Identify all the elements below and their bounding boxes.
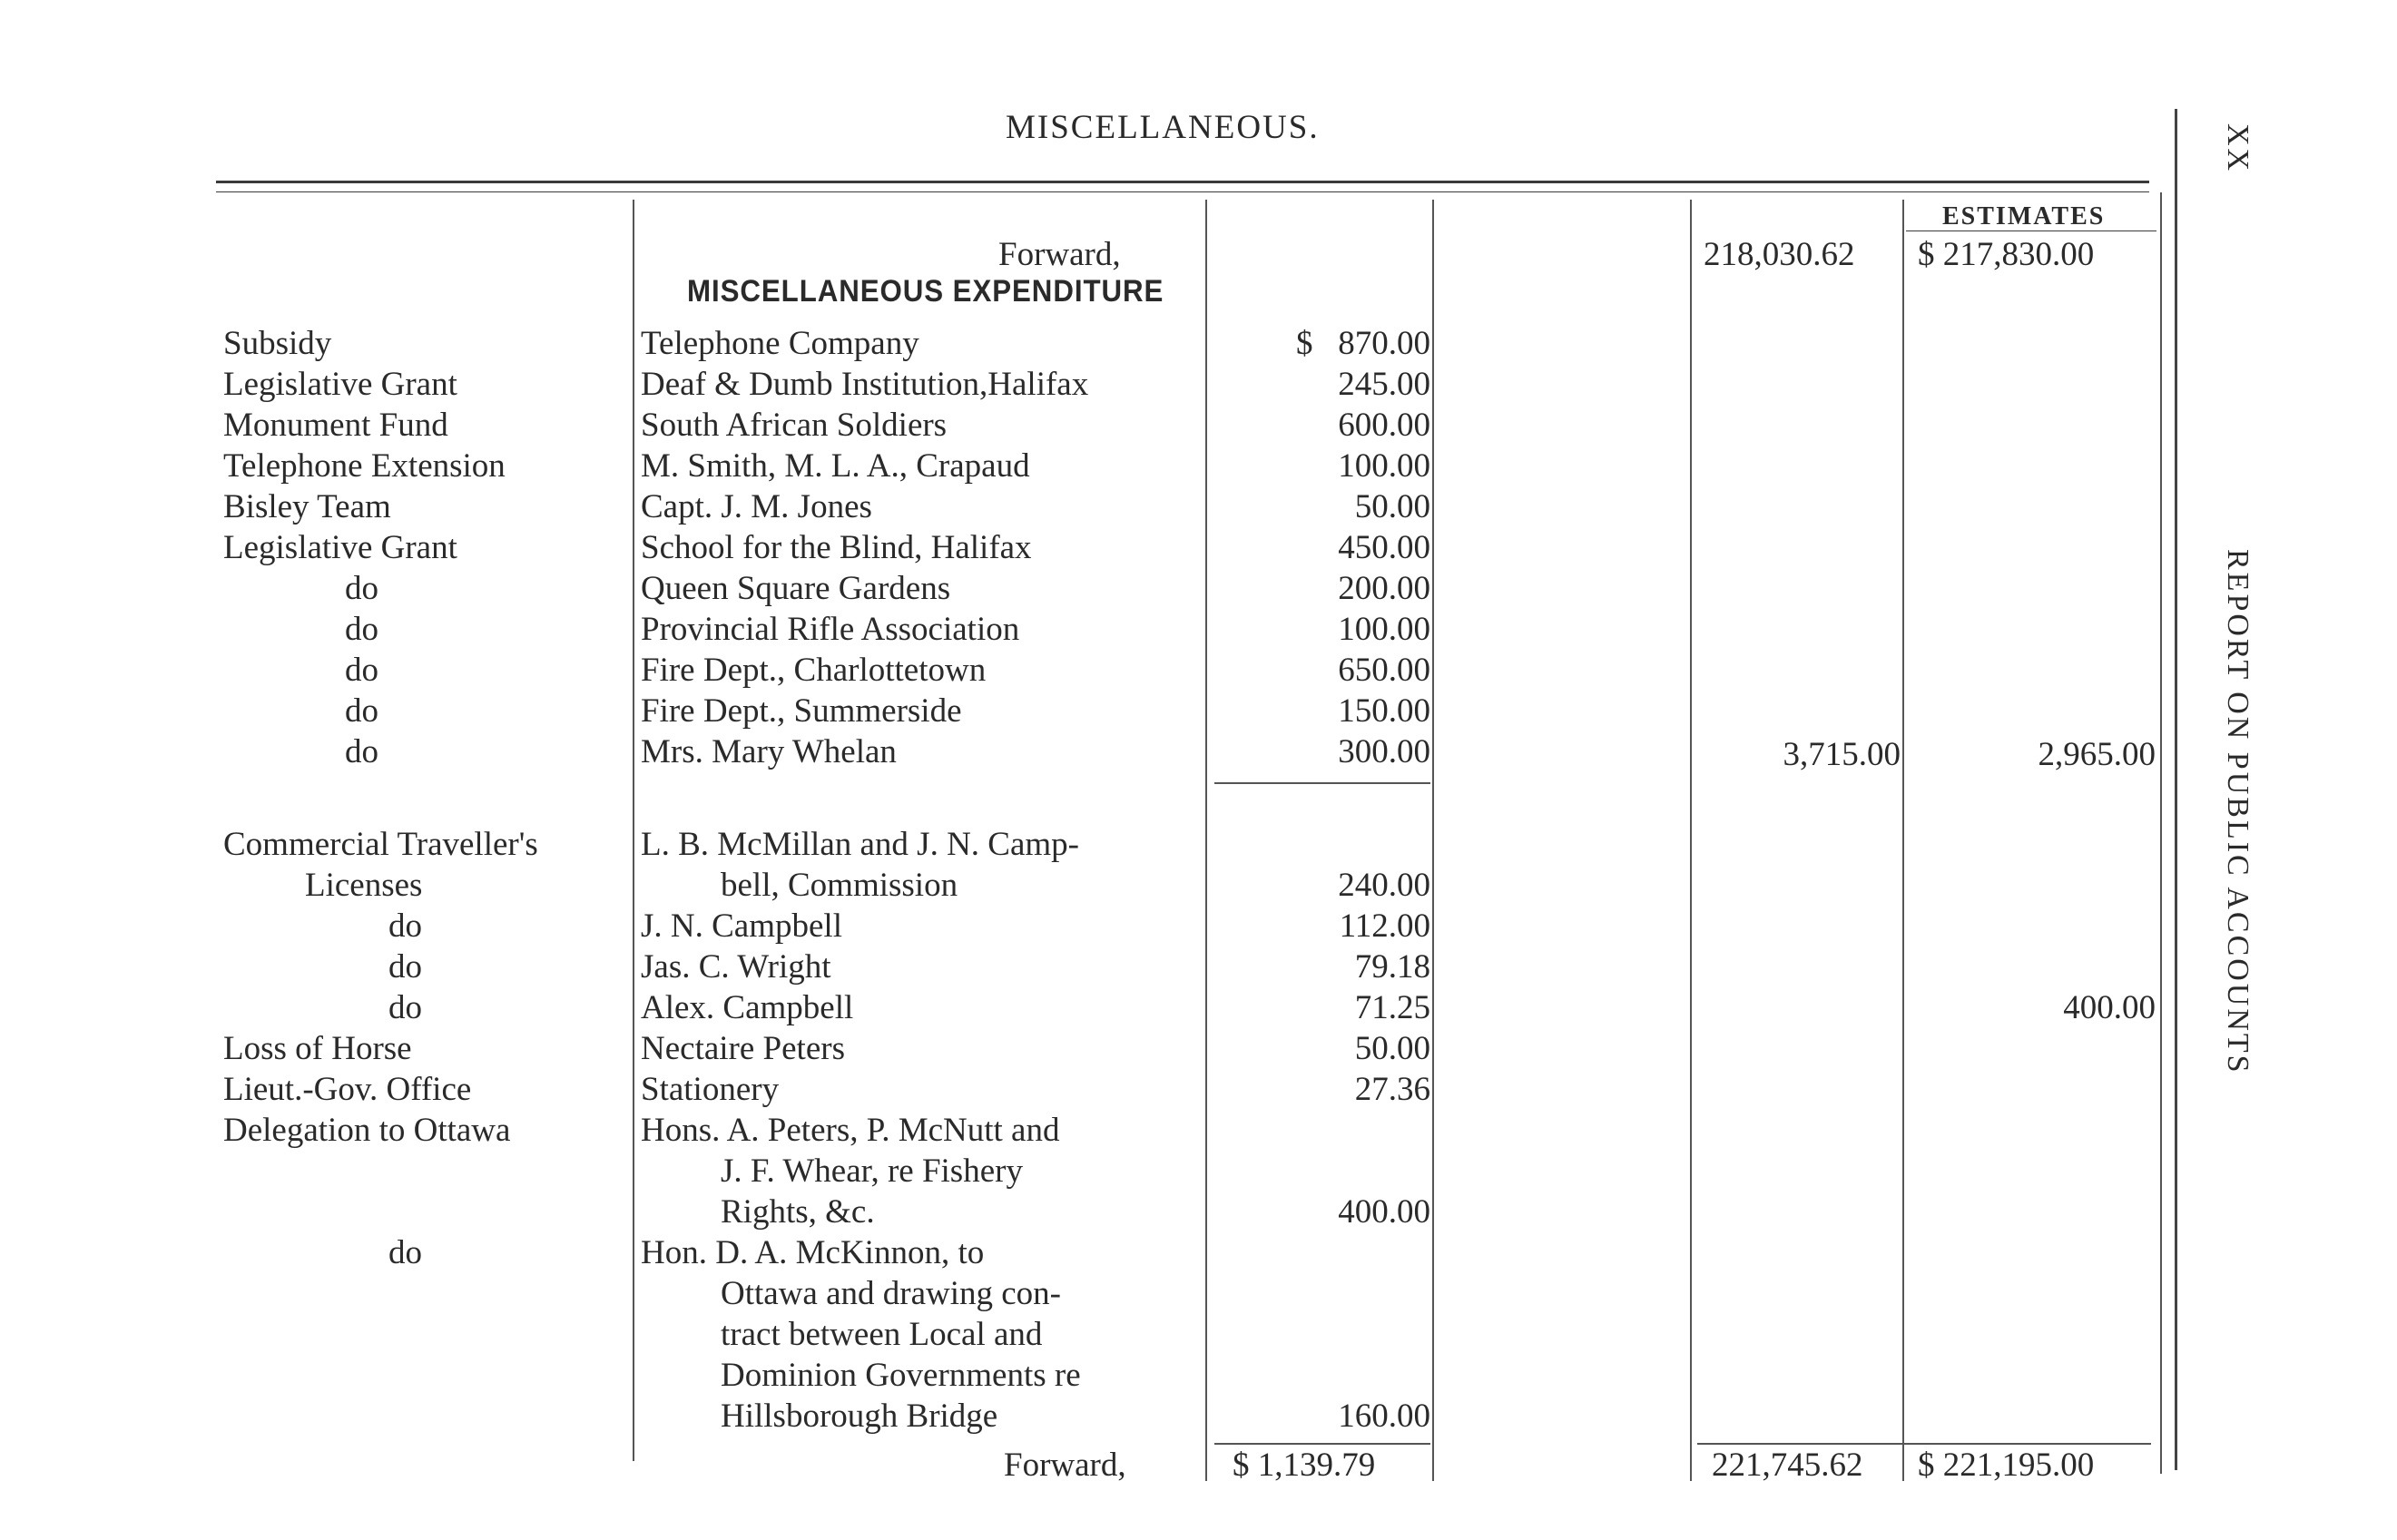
row-payee: Jas. C. Wright [641, 948, 831, 986]
section-heading: MISCELLANEOUS EXPENDITURE [687, 274, 1164, 309]
column-rule-estimate-right [2160, 192, 2162, 1474]
row-payee: Capt. J. M. Jones [641, 488, 872, 525]
row-payee: Deaf & Dumb Institution,Halifax [641, 366, 1089, 403]
forward-estimate-top: $ 217,830.00 [1918, 236, 2095, 273]
row-amount: 450.00 [1338, 529, 1430, 566]
row-payee: M. Smith, M. L. A., Crapaud [641, 447, 1030, 485]
forward-label-top: Forward, [998, 236, 1121, 273]
row-category: do [345, 692, 378, 730]
row-payee: Fire Dept., Charlottetown [641, 652, 987, 689]
row-amount: 27.36 [1354, 1071, 1430, 1108]
forward-amount-bottom: $ 1,139.79 [1233, 1447, 1376, 1484]
forward-estimate-bottom: $ 221,195.00 [1918, 1447, 2095, 1484]
row-amount: 240.00 [1338, 867, 1430, 904]
row-category: do [388, 907, 422, 945]
row-payee: Provincial Rifle Association [641, 611, 1020, 648]
row-payee: Telephone Company [641, 325, 919, 362]
column-rule-amount-left [1205, 200, 1207, 1481]
row-amount: 160.00 [1338, 1398, 1430, 1435]
group1-rule [1214, 782, 1430, 784]
row-payee: Queen Square Gardens [641, 570, 951, 607]
row-amount: 50.00 [1354, 488, 1430, 525]
row-category: Monument Fund [223, 407, 448, 444]
row-payee: South African Soldiers [641, 407, 948, 444]
row-payee: Alex. Campbell [641, 989, 854, 1026]
row-category: Legislative Grant [223, 529, 457, 566]
page-title: MISCELLANEOUS. [1006, 109, 1320, 146]
row-payee: Hon. D. A. McKinnon, to [641, 1234, 985, 1271]
row-payee: Dominion Governments re [721, 1357, 1081, 1394]
header-rule-thin [216, 191, 2149, 192]
header-rule-thick [216, 181, 2149, 183]
row-amount: 100.00 [1338, 611, 1430, 648]
row-category: Lieut.-Gov. Office [223, 1071, 472, 1108]
estimates-heading: ESTIMATES [1942, 202, 2106, 231]
page-number: XX [2221, 123, 2255, 174]
row-payee: tract between Local and [721, 1316, 1043, 1353]
row-payee: bell, Commission [721, 867, 958, 904]
row-category: Delegation to Ottawa [223, 1112, 511, 1149]
group1-estimate-total: 2,965.00 [2038, 736, 2156, 773]
row-category: do [345, 733, 378, 770]
row-amount: 100.00 [1338, 447, 1430, 485]
row-payee: Hillsborough Bridge [721, 1398, 998, 1435]
row-payee: J. F. Whear, re Fishery [721, 1153, 1023, 1190]
row-amount: 79.18 [1354, 948, 1430, 986]
row-category: do [345, 652, 378, 689]
row-category: Telephone Extension [223, 447, 506, 485]
row-payee: Mrs. Mary Whelan [641, 733, 897, 770]
row-payee: L. B. McMillan and J. N. Camp- [641, 826, 1080, 863]
row-amount: 650.00 [1338, 652, 1430, 689]
bottom-rule-totals [1697, 1443, 2151, 1445]
row-payee: School for the Blind, Halifax [641, 529, 1032, 566]
bottom-rule-amount [1214, 1443, 1430, 1445]
column-rule-payee [633, 200, 634, 1461]
column-rule-estimate-left [1902, 200, 1904, 1481]
row-payee: Hons. A. Peters, P. McNutt and [641, 1112, 1060, 1149]
row-amount: 150.00 [1338, 692, 1430, 730]
row-category: do [345, 611, 378, 648]
row-payee: Rights, &c. [721, 1193, 875, 1231]
column-rule-amount-right [1432, 200, 1434, 1481]
page-border-right [2175, 109, 2177, 1470]
row-category: do [345, 570, 378, 607]
running-title: REPORT ON PUBLIC ACCOUNTS [2221, 549, 2255, 1075]
row-category: Bisley Team [223, 488, 391, 525]
column-rule-actual-left [1690, 200, 1692, 1481]
row-category: do [388, 948, 422, 986]
row-amount: 200.00 [1338, 570, 1430, 607]
row-amount: 112.00 [1339, 907, 1430, 945]
row-category: Loss of Horse [223, 1030, 412, 1067]
row-category: Licenses [305, 867, 423, 904]
forward-label-bottom: Forward, [1004, 1447, 1126, 1484]
row-category: do [388, 1234, 422, 1271]
row-payee: Ottawa and drawing con- [721, 1275, 1062, 1312]
row-category: do [388, 989, 422, 1026]
row-payee: J. N. Campbell [641, 907, 842, 945]
row-amount: 300.00 [1338, 733, 1430, 770]
row-payee: Nectaire Peters [641, 1030, 845, 1067]
row-amount: 400.00 [1338, 1193, 1430, 1231]
row-amount: $ 870.00 [1296, 325, 1430, 362]
row-amount: 71.25 [1354, 989, 1430, 1026]
forward-actual-bottom: 221,745.62 [1712, 1447, 1863, 1484]
row-amount: 600.00 [1338, 407, 1430, 444]
row-amount: 50.00 [1354, 1030, 1430, 1067]
group2-estimate-total: 400.00 [2063, 989, 2156, 1026]
row-payee: Fire Dept., Summerside [641, 692, 962, 730]
row-amount: 245.00 [1338, 366, 1430, 403]
group1-actual-total: 3,715.00 [1783, 736, 1901, 773]
forward-actual-top: 218,030.62 [1704, 236, 1855, 273]
row-category: Commercial Traveller's [223, 826, 538, 863]
row-category: Subsidy [223, 325, 332, 362]
row-category: Legislative Grant [223, 366, 457, 403]
row-payee: Stationery [641, 1071, 780, 1108]
